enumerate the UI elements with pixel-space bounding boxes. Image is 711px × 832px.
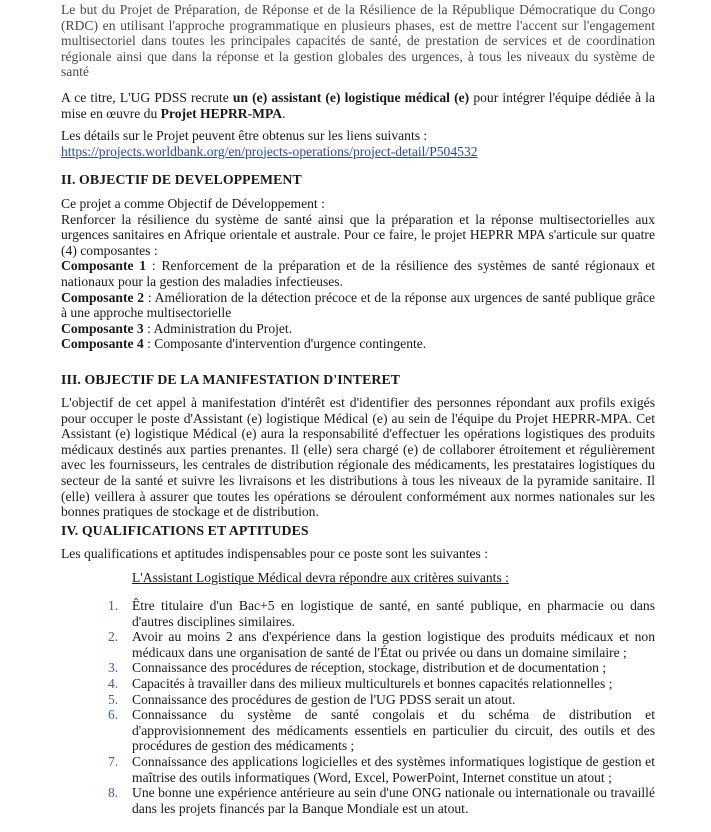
component-label: Composante 3	[61, 320, 144, 336]
list-item-text: Capacités à travailler dans des milieux multiculturels et bonnes capacités relationnelles ;	[132, 675, 613, 691]
component-text: : Composante d'intervention d'urgence contingente.	[143, 336, 427, 352]
section2-description: Renforcer la résilience du système de santé ainsi que la préparation et la réponse multisectorielles aux urgences sanitaires en Afrique orientale et australe. Pour ce faire, le projet HEPRR MPA s'articule sur quatre (4) composantes :	[61, 211, 655, 258]
list-item-text: Être titulaire d'un Bac+5 en logistique de santé, en santé publique, en pharmacie ou dans d'autres disciplines similaires.	[132, 598, 655, 629]
list-item-text: Connaissance des procédures de réception, stockage, distribution et de documentation ;	[132, 660, 607, 676]
list-number: 6.	[108, 707, 119, 723]
component-2	[61, 290, 655, 321]
component-label: Composante 2	[61, 289, 145, 305]
component-label: Composante 4	[61, 336, 144, 352]
section3-paragraph: L'objectif de cet appel à manifestation d'intérêt est d'identifier des personnes répondant aux profils exigés pour occuper le poste d'Assistant (e) logistique Médical (e) au sein de l'équipe du Projet HEPRR-MPA. Cet Assistant (e) logistique Médical (e) aura la responsabilité d'effectuer les opérations logistiques des produits médicaux destinés aux parties prenantes. Il (elle) sera chargé (e) de collaborer étroitement et régulièrement avec les fournisseurs, les centrales de distribution régionale des médicaments, les prestataires logistiques du secteur de la santé et suivre les livraisons et les distributions à tous les niveaux de la pyramide sanitaire. Il (elle) veillera à assurer que toutes les opérations se déroulent conformément aux normes nationales sur les bonnes pratiques de stockage et de distribution.	[61, 395, 655, 520]
section-heading-objectif-developpement: II. OBJECTIF DE DEVELOPPEMENT	[61, 172, 302, 187]
recruitment-block	[61, 90, 655, 121]
criteria-list-block	[61, 598, 655, 816]
list-number: 5.	[108, 691, 119, 707]
list-item	[61, 660, 655, 676]
section4-intro-block	[61, 546, 655, 562]
list-item	[61, 785, 655, 816]
component-label: Composante 1	[61, 258, 147, 274]
recruitment-paragraph	[61, 90, 655, 121]
recruitment-text-2: pour intégrer l'équipe dédiée à la mise en œuvre du	[61, 90, 655, 121]
list-item	[61, 754, 655, 785]
details-block	[61, 128, 655, 159]
project-name: Projet HEPRR-MPA	[160, 105, 283, 121]
list-number: 1.	[108, 598, 119, 613]
list-number: 4.	[108, 675, 119, 691]
section4-intro: Les qualifications et aptitudes indispensables pour ce poste sont les suivantes :	[61, 546, 488, 561]
list-item-text: Avoir au moins 2 ans d'expérience dans la gestion logistique des produits médicaux et non médicaux dans une organisation de santé de l'État ou privée ou dans un domaine similaire ;	[132, 629, 655, 660]
list-number: 7.	[108, 753, 119, 769]
list-item	[61, 629, 655, 660]
intro-paragraph: Le but du Projet de Préparation, de Réponse et de la Résilience de la République Démocratique du Congo (RDC) en utilisant l'approche programmatique en plusieurs phases, est de mettre l'accent sur l'engagement multisectoriel dans toutes les principales capacités de santé, de prestation de services et de coordination régionale ainsi que dans la réponse et la gestion globales des urgences, à tous les niveaux du système de santé	[61, 2, 655, 80]
component-1	[61, 258, 655, 289]
criteria-subheading: L'Assistant Logistique Médical devra répondre aux critères suivants :	[132, 570, 509, 585]
intro-block	[61, 2, 655, 80]
component-text: : Amélioration de la détection précoce et de la réponse aux urgences de santé publique grâce à une approche multisectorielle	[61, 289, 655, 321]
list-item-text: Une bonne une expérience antérieure au sein d'une ONG nationale ou internationale ou travaillé dans les projets financés par la Banque Mondiale est un atout.	[132, 785, 655, 816]
details-text: Les détails sur le Projet peuvent être obtenus sur les liens suivants :	[61, 128, 428, 143]
list-item	[61, 676, 655, 692]
section3-body	[61, 395, 655, 520]
list-number: 3.	[108, 660, 119, 676]
list-item	[61, 692, 655, 708]
component-3	[61, 321, 655, 337]
component-4	[61, 336, 655, 352]
criteria-list	[61, 598, 655, 816]
project-link[interactable]: https://projects.worldbank.org/en/projects-operations/project-detail/P504532	[61, 143, 478, 159]
section-heading-manifestation-interet: III. OBJECTIF DE LA MANIFESTATION D'INTERET	[61, 372, 401, 387]
recruitment-text: A ce titre, L'UG PDSS recrute	[61, 90, 233, 105]
list-item	[61, 707, 655, 754]
recruitment-end: .	[282, 105, 286, 121]
list-item-text: Connaissance des applications logicielles et des systèmes informatiques logistique de gestion et maîtrise des outils informatiques (Word, Excel, PowerPoint, Internet constitue un atout ;	[132, 753, 655, 785]
list-item-text: Connaissance des procédures de gestion de l'UG PDSS serait un atout.	[132, 691, 516, 707]
position-title: un (e) assistant (e) logistique médical (e)	[232, 90, 470, 105]
component-text: : Administration du Projet.	[143, 320, 293, 336]
list-number: 8.	[108, 785, 119, 801]
criteria-subheading-block	[61, 570, 655, 586]
component-text: : Renforcement de la préparation et de la résilience des systèmes de santé régionaux et nationaux pour la gestion des maladies infectieuses.	[61, 258, 656, 289]
list-item	[61, 598, 655, 629]
section2-body	[61, 196, 655, 352]
list-number: 2.	[108, 629, 119, 645]
list-item-text: Connaissance du système de santé congolais et du schéma de distribution et d'approvisionnement des médicaments essentiels en particulier du circuit, des outils et des procédures de gestion des médicaments ;	[132, 707, 655, 754]
section2-intro: Ce projet a comme Objectif de Développement :	[61, 196, 325, 211]
section-heading-qualifications: IV. QUALIFICATIONS ET APTITUDES	[61, 523, 309, 538]
